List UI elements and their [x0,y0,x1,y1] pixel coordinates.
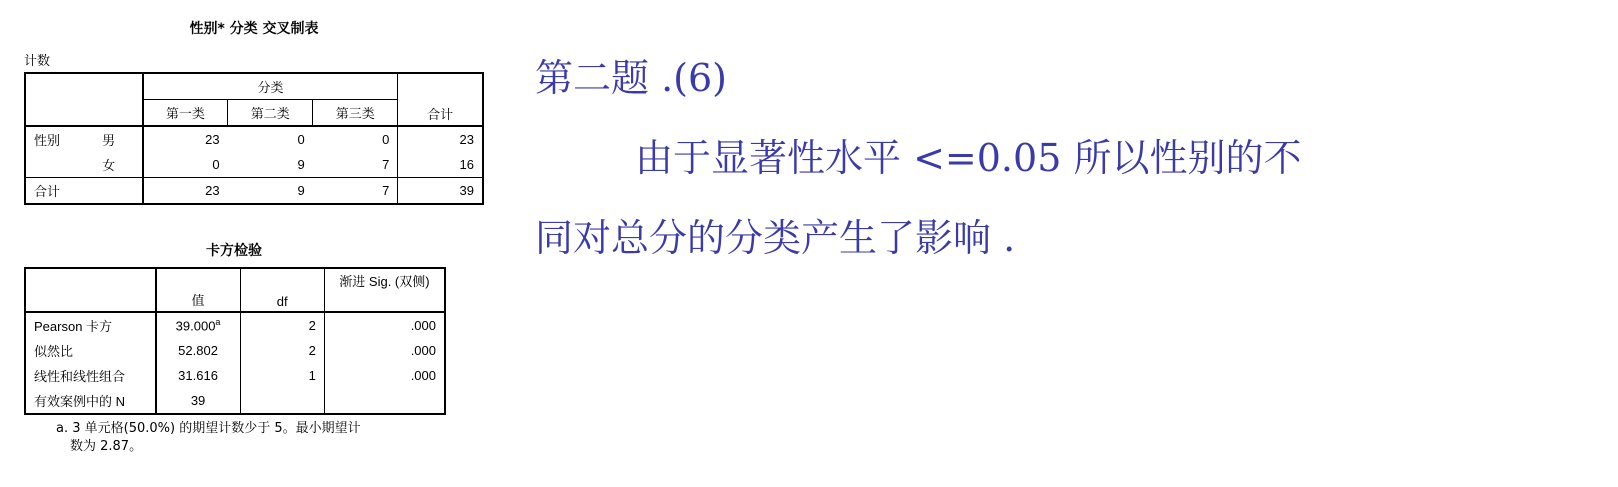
group-header: 分类 [143,73,398,100]
answer-line-2: 同对总分的分类产生了影响 . [535,216,1016,260]
cell: 23 [205,183,220,198]
total-header: 合计 [398,73,483,126]
cell-df: 2 [240,312,324,338]
cell-value: 39.000$^a$ [156,312,240,338]
row-var-label: 性别 [34,133,61,148]
crosstab-title: 性别* 分类 交叉制表 [189,21,319,37]
cell-sig: .000 [410,343,436,358]
cell-value: 31.616 [156,363,240,388]
cell-total: 23 [459,132,474,147]
cell: 0 [297,132,305,147]
cell: 23 [205,132,220,147]
chisq-title: 卡方检验 [206,243,262,259]
crosstab-table [24,72,484,205]
cell-total: 39 [459,183,474,198]
col-header: df [240,268,324,312]
table-row [25,152,483,178]
corner-cell [25,73,143,126]
table-row [25,388,445,414]
col-header: 第二类 [228,100,313,127]
row-label: Pearson 卡方 [25,312,156,338]
chisq-table [24,267,446,415]
cell-sig [324,388,445,414]
footnote-line-1: a. 3 单元格(50.0%) 的期望计数少于 5。最小期望计 [56,421,361,436]
table-row [25,338,445,363]
table-row [25,126,483,152]
col-header: 第三类 [313,100,398,127]
footnote-line-2: 数为 2.87。 [70,439,143,454]
answer-line-1: 由于显著性水平 <=0.05 所以性别的不 [635,136,1302,180]
col-header: 第一类 [143,100,228,127]
cell-df: 1 [240,363,324,388]
cell: 7 [313,152,398,178]
cell-value: 39 [156,388,240,414]
table-row [25,363,445,388]
col-header: 渐进 Sig. (双侧) [324,268,445,312]
answer-text [535,38,1301,278]
footnote [56,420,416,456]
row-label: 男 [76,126,143,152]
cell-sig: .000 [410,318,436,333]
table-row [25,178,483,205]
row-label: 有效案例中的 N [25,388,156,414]
cell-total: 16 [398,152,483,178]
cell: 7 [313,178,398,205]
cell-sig: .000 [410,368,436,383]
corner-cell [25,268,156,312]
cell-df [240,388,324,414]
footnote-marker: a [215,317,221,328]
answer-heading: 第二题 .(6) [535,56,727,100]
cell: 9 [228,152,313,178]
row-label: 女 [76,152,143,178]
cell-value: 52.802 [156,338,240,363]
cell-df: 2 [240,338,324,363]
count-label: 计数 [24,54,51,69]
cell: 0 [313,126,398,152]
table-row [25,312,445,338]
row-label: 似然比 [25,338,156,363]
cell: 9 [297,183,305,198]
cell: 0 [143,152,228,178]
total-row-label: 合计 [25,178,143,205]
row-label: 线性和线性组合 [25,363,156,388]
col-header: 值 [156,268,240,312]
